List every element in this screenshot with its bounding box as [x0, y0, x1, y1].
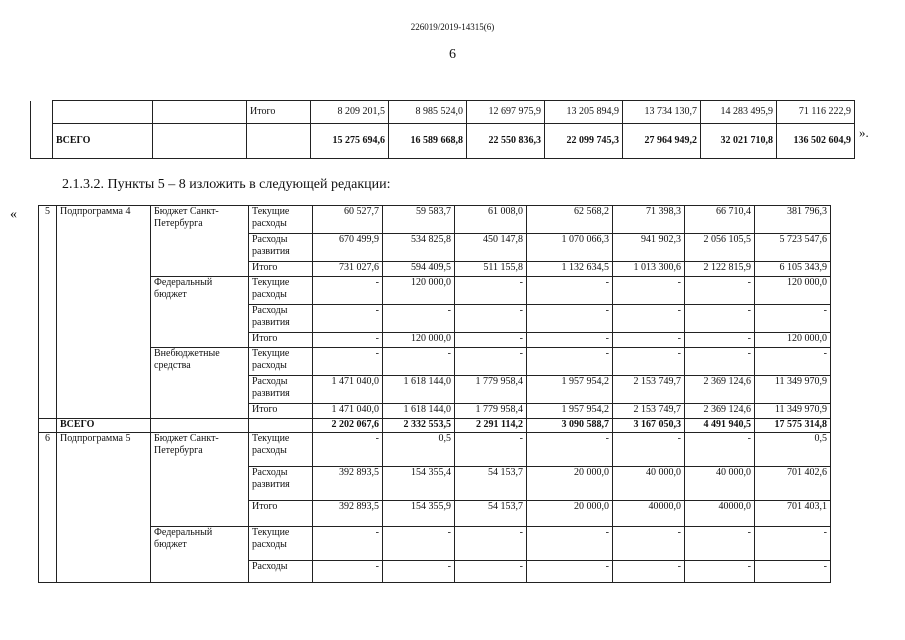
table-cell: -: [685, 348, 755, 376]
table-cell: 120 000,0: [383, 277, 455, 305]
expense-type: Текущие расходы: [249, 277, 313, 305]
table-cell: -: [685, 527, 755, 561]
table-cell: 1 779 958,4: [455, 404, 527, 419]
table-cell: -: [685, 433, 755, 467]
table-cell: 136 502 604,9: [777, 124, 855, 159]
table-cell: 2 153 749,7: [613, 404, 685, 419]
table-cell: 11 349 970,9: [755, 376, 831, 404]
table-cell: -: [527, 305, 613, 333]
table-cell: 20 000,0: [527, 467, 613, 501]
table-cell: -: [383, 527, 455, 561]
table-cell: -: [755, 561, 831, 583]
table-cell: 154 355,9: [383, 501, 455, 527]
table-cell: -: [527, 333, 613, 348]
table-cell: 2 291 114,2: [455, 419, 527, 433]
table-cell: 22 099 745,3: [545, 124, 623, 159]
previous-table-fragment: [30, 100, 855, 159]
table-cell: 12 697 975,9: [467, 101, 545, 124]
row-label: ВСЕГО: [57, 419, 151, 433]
table-cell: 4 491 940,5: [685, 419, 755, 433]
table-cell: 15 275 694,6: [311, 124, 389, 159]
table-cell: 11 349 970,9: [755, 404, 831, 419]
table-cell: 16 589 668,8: [389, 124, 467, 159]
table-cell: -: [613, 277, 685, 305]
expense-type: Расходы развития: [249, 305, 313, 333]
table-cell: 120 000,0: [755, 277, 831, 305]
table-cell: 1 957 954,2: [527, 404, 613, 419]
paragraph-text: 2.1.3.2. Пункты 5 – 8 изложить в следующей редакции:: [62, 177, 391, 192]
table-cell: 20 000,0: [527, 501, 613, 527]
table-cell: 731 027,6: [313, 262, 383, 277]
main-table: [38, 205, 831, 583]
table-cell: -: [313, 277, 383, 305]
table-cell: -: [685, 561, 755, 583]
table-cell: 54 153,7: [455, 467, 527, 501]
expense-type: Итого: [249, 333, 313, 348]
row-label: ВСЕГО: [53, 124, 153, 159]
expense-type: Расходы развития: [249, 376, 313, 404]
table-cell: 2 202 067,6: [313, 419, 383, 433]
table-cell: 13 734 130,7: [623, 101, 701, 124]
table-cell: -: [455, 433, 527, 467]
table-cell: 3 167 050,3: [613, 419, 685, 433]
table-cell: -: [455, 527, 527, 561]
table-cell: -: [613, 333, 685, 348]
source-name: Внебюджетные средства: [151, 348, 249, 419]
table-row: [39, 277, 831, 305]
table-cell: 701 403,1: [755, 501, 831, 527]
table-cell: 60 527,7: [313, 206, 383, 234]
table-cell: 1 779 958,4: [455, 376, 527, 404]
table-cell: 13 205 894,9: [545, 101, 623, 124]
table-cell: 2 056 105,5: [685, 234, 755, 262]
expense-type: Итого: [249, 404, 313, 419]
table-cell: 54 153,7: [455, 501, 527, 527]
table-cell: 2 153 749,7: [613, 376, 685, 404]
table-row: [39, 348, 831, 376]
table-cell: 14 283 495,9: [701, 101, 777, 124]
document-number: 226019/2019-14315(6): [410, 22, 495, 32]
table-cell: 154 355,4: [383, 467, 455, 501]
table-cell: -: [383, 561, 455, 583]
table-row: [39, 206, 831, 234]
table-cell: 1 471 040,0: [313, 404, 383, 419]
program-name: Подпрограмма 4: [57, 206, 151, 419]
table-cell: 0,5: [755, 433, 831, 467]
table-cell: 392 893,5: [313, 467, 383, 501]
table-cell: 71 116 222,9: [777, 101, 855, 124]
source-name: Федеральный бюджет: [151, 527, 249, 583]
expense-type: Расходы: [249, 561, 313, 583]
table-cell: -: [527, 433, 613, 467]
table-cell: 1 471 040,0: [313, 376, 383, 404]
table-cell: -: [613, 433, 685, 467]
expense-type: Текущие расходы: [249, 527, 313, 561]
table-cell: 3 090 588,7: [527, 419, 613, 433]
expense-type: Текущие расходы: [249, 348, 313, 376]
table-cell: 71 398,3: [613, 206, 685, 234]
table-cell: 6 105 343,9: [755, 262, 831, 277]
table-cell: 5 723 547,6: [755, 234, 831, 262]
table-cell: -: [755, 348, 831, 376]
table-cell: 8 985 524,0: [389, 101, 467, 124]
table-cell: -: [527, 348, 613, 376]
table-cell: -: [527, 277, 613, 305]
table-cell: 32 021 710,8: [701, 124, 777, 159]
table-cell: 40000,0: [613, 501, 685, 527]
table-cell: 17 575 314,8: [755, 419, 831, 433]
table-cell: -: [527, 561, 613, 583]
expense-type: Текущие расходы: [249, 433, 313, 467]
table-row: [39, 527, 831, 561]
table-cell: 22 550 836,3: [467, 124, 545, 159]
expense-type: Текущие расходы: [249, 206, 313, 234]
table-cell: 66 710,4: [685, 206, 755, 234]
table-cell: -: [613, 348, 685, 376]
total-row: [31, 124, 855, 159]
table-cell: -: [455, 277, 527, 305]
table-cell: -: [383, 305, 455, 333]
table-cell: 8 209 201,5: [311, 101, 389, 124]
table-cell: 0,5: [383, 433, 455, 467]
row-number: 5: [39, 206, 57, 419]
table-cell: 1 618 144,0: [383, 376, 455, 404]
table-cell: -: [755, 527, 831, 561]
expense-type: Расходы развития: [249, 234, 313, 262]
table-cell: 392 893,5: [313, 501, 383, 527]
page-number: 6: [449, 47, 456, 62]
table-cell: 62 568,2: [527, 206, 613, 234]
source-name: Бюджет Санкт-Петербурга: [151, 206, 249, 277]
table-cell: 2 122 815,9: [685, 262, 755, 277]
source-name: Федеральный бюджет: [151, 277, 249, 348]
table-cell: -: [313, 561, 383, 583]
table-cell: -: [613, 561, 685, 583]
table-cell: 40 000,0: [685, 467, 755, 501]
expense-type: Расходы развития: [249, 467, 313, 501]
table-cell: -: [455, 305, 527, 333]
table-cell: -: [685, 305, 755, 333]
table-cell: -: [383, 348, 455, 376]
expense-type: Итого: [249, 262, 313, 277]
table-cell: 40000,0: [685, 501, 755, 527]
table-cell: -: [313, 433, 383, 467]
closing-quote: ».: [859, 125, 869, 140]
table-cell: -: [455, 333, 527, 348]
table-cell: 670 499,9: [313, 234, 383, 262]
table-cell: 1 132 634,5: [527, 262, 613, 277]
table-cell: -: [313, 348, 383, 376]
table-cell: 701 402,6: [755, 467, 831, 501]
table-cell: -: [313, 333, 383, 348]
table-cell: -: [455, 348, 527, 376]
table-cell: -: [613, 305, 685, 333]
opening-quote: «: [10, 207, 17, 222]
table-cell: 1 013 300,6: [613, 262, 685, 277]
total-row: [39, 419, 831, 433]
table-cell: -: [527, 527, 613, 561]
table-cell: 61 008,0: [455, 206, 527, 234]
table-cell: 381 796,3: [755, 206, 831, 234]
table-cell: 511 155,8: [455, 262, 527, 277]
table-cell: -: [455, 561, 527, 583]
table-cell: 941 902,3: [613, 234, 685, 262]
table-cell: 40 000,0: [613, 467, 685, 501]
program-name: Подпрограмма 5: [57, 433, 151, 583]
table-cell: 2 332 553,5: [383, 419, 455, 433]
table-cell: -: [613, 527, 685, 561]
table-cell: 2 369 124,6: [685, 404, 755, 419]
table-cell: -: [313, 305, 383, 333]
expense-type: Итого: [249, 501, 313, 527]
table-cell: -: [313, 527, 383, 561]
itogo-row: [31, 101, 855, 124]
table-cell: -: [685, 277, 755, 305]
table-cell: 594 409,5: [383, 262, 455, 277]
table-row: [39, 433, 831, 467]
table-cell: 1 957 954,2: [527, 376, 613, 404]
table-cell: 2 369 124,6: [685, 376, 755, 404]
table-cell: 1 618 144,0: [383, 404, 455, 419]
table-cell: 120 000,0: [383, 333, 455, 348]
table-cell: 120 000,0: [755, 333, 831, 348]
row-label: Итого: [247, 101, 311, 124]
table-cell: 59 583,7: [383, 206, 455, 234]
table-cell: -: [755, 305, 831, 333]
table-cell: -: [685, 333, 755, 348]
table-cell: 1 070 066,3: [527, 234, 613, 262]
table-cell: 27 964 949,2: [623, 124, 701, 159]
row-number: 6: [39, 433, 57, 583]
source-name: Бюджет Санкт-Петербурга: [151, 433, 249, 527]
table-cell: 450 147,8: [455, 234, 527, 262]
table-cell: 534 825,8: [383, 234, 455, 262]
